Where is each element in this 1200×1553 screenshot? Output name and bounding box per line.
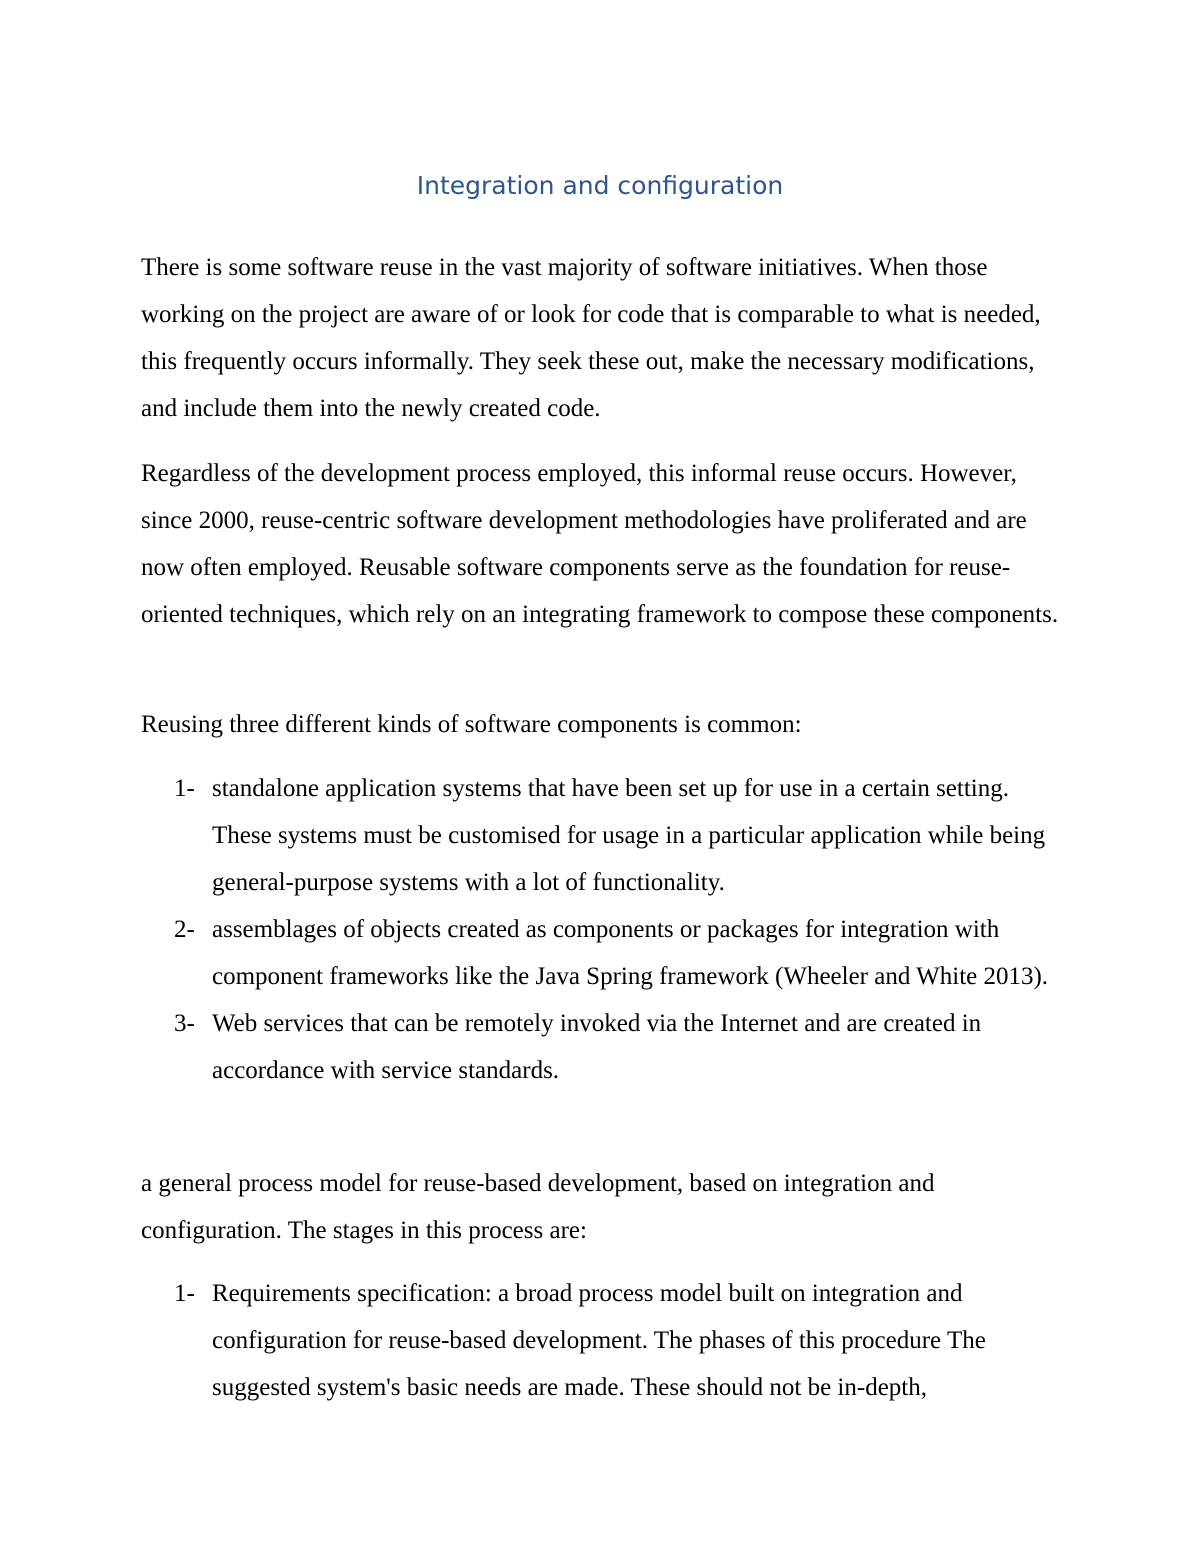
list-item-text: assemblages of objects created as components or packages for integration with component frameworks like the Java Spring framework (Wheeler and White 2013). <box>212 916 1049 990</box>
list-item <box>141 1000 1071 1094</box>
document-title: Integration and configuration <box>416 171 784 200</box>
process-stages-list <box>141 1270 1071 1411</box>
list-item-number: 2- <box>174 916 195 943</box>
list-item-number: 3- <box>174 1010 195 1037</box>
component-kinds-list <box>141 765 1071 1094</box>
list-item <box>141 765 1071 906</box>
paragraph-informal-reuse: Regardless of the development process employed, this informal reuse occurs. However, since 2000, reuse-centric software development methodologies have proliferated and are now often employed. Reusable software components serve as the foundation for reuse-oriented techniques, which rely on an integrating framework to compose these components. <box>141 460 1059 628</box>
paragraph-component-kinds: Reusing three different kinds of software components is common: <box>141 711 802 738</box>
list-item-number: 1- <box>174 775 195 802</box>
paragraph-software-reuse: There is some software reuse in the vast majority of software initiatives. When those working on the project are aware of or look for code that is comparable to what is needed, this frequently occurs informally. They seek these out, make the necessary modifications, and include them into the newly created code. <box>141 254 1041 422</box>
list-item-text: standalone application systems that have been set up for use in a certain setting. These systems must be customised for usage in a particular application while being general-purpose systems with a lot of functionality. <box>212 775 1046 896</box>
list-item <box>141 906 1071 1000</box>
list-item-number: 1- <box>174 1280 195 1307</box>
paragraph-process-model: a general process model for reuse-based development, based on integration and configuration. The stages in this process are: <box>141 1170 935 1244</box>
list-item-text: Web services that can be remotely invoked via the Internet and are created in accordance with service standards. <box>212 1010 982 1084</box>
list-item-text: Requirements specification: a broad process model built on integration and configuration for reuse-based development. The phases of this procedure The suggested system's basic needs are made. These should not be in-depth, <box>212 1280 986 1401</box>
list-item <box>141 1270 1071 1411</box>
